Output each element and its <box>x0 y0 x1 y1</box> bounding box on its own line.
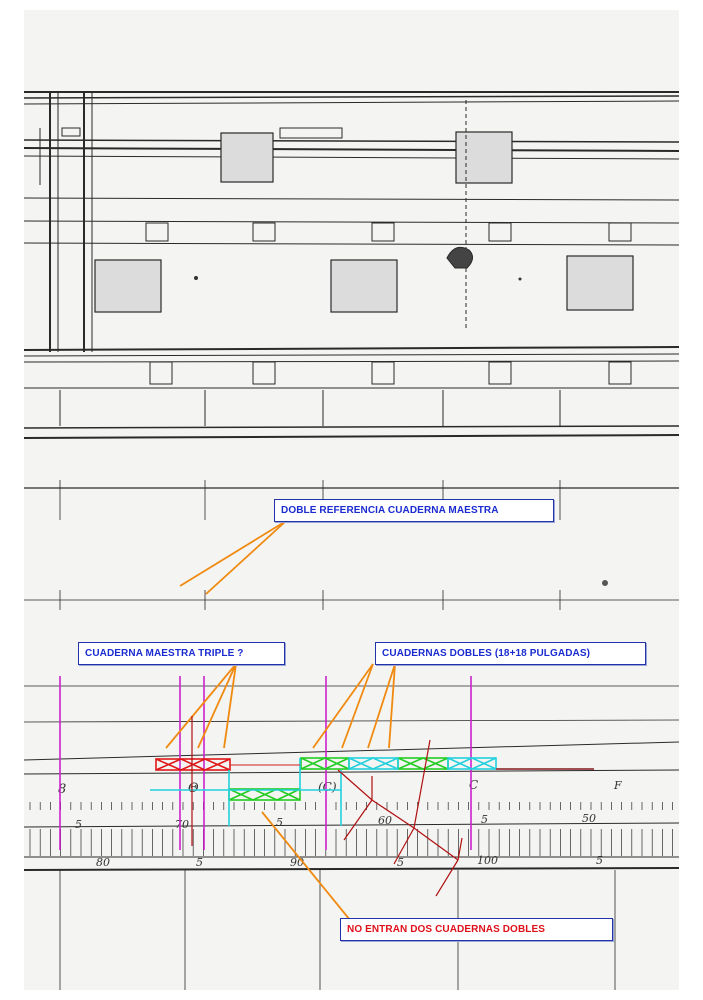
station-label-c-paren: (C) <box>318 780 337 794</box>
scale-number: 5 <box>397 856 404 869</box>
station-label-c: C <box>469 778 479 792</box>
station-label-f: F <box>614 779 622 792</box>
scale-number: 90 <box>290 856 304 869</box>
scale-number: 5 <box>75 818 82 831</box>
scale-number: 5 <box>196 856 203 869</box>
ink-speck <box>194 276 198 280</box>
scale-number: 5 <box>276 816 283 829</box>
ink-speck <box>519 278 522 281</box>
ink-speck <box>602 580 608 586</box>
callout-cuadernas-dobles: CUADERNAS DOBLES (18+18 PULGADAS) <box>375 642 646 665</box>
scale-number: 5 <box>596 854 603 867</box>
station-label-theta: Θ <box>188 781 199 796</box>
scale-number: 80 <box>96 856 110 869</box>
scale-number: 70 <box>175 818 189 831</box>
scale-number: 100 <box>477 854 498 867</box>
station-label-8: 8 <box>58 782 67 797</box>
callout-cuaderna-maestra-triple: CUADERNA MAESTRA TRIPLE ? <box>78 642 285 665</box>
scale-number: 5 <box>481 813 488 826</box>
callout-no-entran: NO ENTRAN DOS CUADERNAS DOBLES <box>340 918 613 941</box>
scale-number: 60 <box>378 814 392 827</box>
callout-doble-referencia: DOBLE REFERENCIA CUADERNA MAESTRA <box>274 499 554 522</box>
scale-number: 50 <box>582 812 596 825</box>
